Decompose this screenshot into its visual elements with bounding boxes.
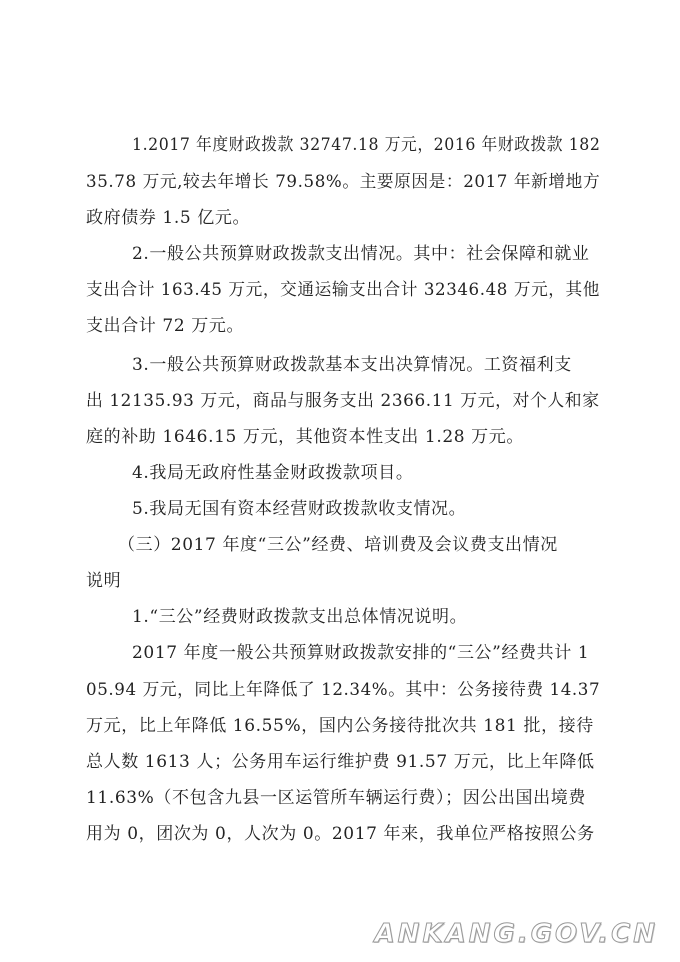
text-line-6: 支出合计 72 万元。 xyxy=(86,316,245,336)
section-heading: （三）2017 年度“三公”经费、培训费及会议费支出情况 xyxy=(118,535,558,555)
text-line-10: 4.我局无政府性基金财政拨款项目。 xyxy=(132,463,414,483)
site-watermark: ANKANG.GOV.CN xyxy=(374,919,658,949)
section-heading-continued: 说明 xyxy=(86,571,122,591)
text-line-20: 用为 0，团次为 0，人次为 0。2017 年来，我单位严格按照公务 xyxy=(86,824,595,844)
text-line-16: 05.94 万元，同比上年降低了 12.34%。其中：公务接待费 14.37 xyxy=(86,680,601,700)
text-line-14: 1.“三公”经费财政拨款支出总体情况说明。 xyxy=(132,607,468,627)
text-line-8: 出 12135.93 万元，商品与服务支出 2366.11 万元，对个人和家 xyxy=(86,391,600,411)
text-line-17: 万元，比上年降低 16.55%，国内公务接待批次共 181 批，接待 xyxy=(86,716,594,736)
text-line-15: 2017 年度一般公共预算财政拨款安排的“三公”经费共计 1 xyxy=(132,643,590,663)
text-line-19: 11.63%（不包含九县一区运管所车辆运行费）；因公出国出境费 xyxy=(86,788,586,808)
text-line-5: 支出合计 163.45 万元，交通运输支出合计 32346.48 万元，其他 xyxy=(86,280,600,300)
text-line-2: 35.78 万元,较去年增长 79.58%。主要原因是：2017 年新增地方 xyxy=(86,172,601,192)
text-line-18: 总人数 1613 人；公务用车运行维护费 91.57 万元，比上年降低 xyxy=(86,752,595,772)
text-line-11: 5.我局无国有资本经营财政拨款收支情况。 xyxy=(132,499,467,519)
text-line-4: 2.一般公共预算财政拨款支出情况。其中：社会保障和就业 xyxy=(132,244,590,264)
text-line-7: 3.一般公共预算财政拨款基本支出决算情况。工资福利支 xyxy=(132,355,572,375)
text-line-1: 1.2017 年度财政拨款 32747.18 万元，2016 年财政拨款 182 xyxy=(132,135,601,155)
text-line-9: 庭的补助 1646.15 万元，其他资本性支出 1.28 万元。 xyxy=(86,427,524,447)
text-line-3: 政府债券 1.5 亿元。 xyxy=(86,208,251,228)
